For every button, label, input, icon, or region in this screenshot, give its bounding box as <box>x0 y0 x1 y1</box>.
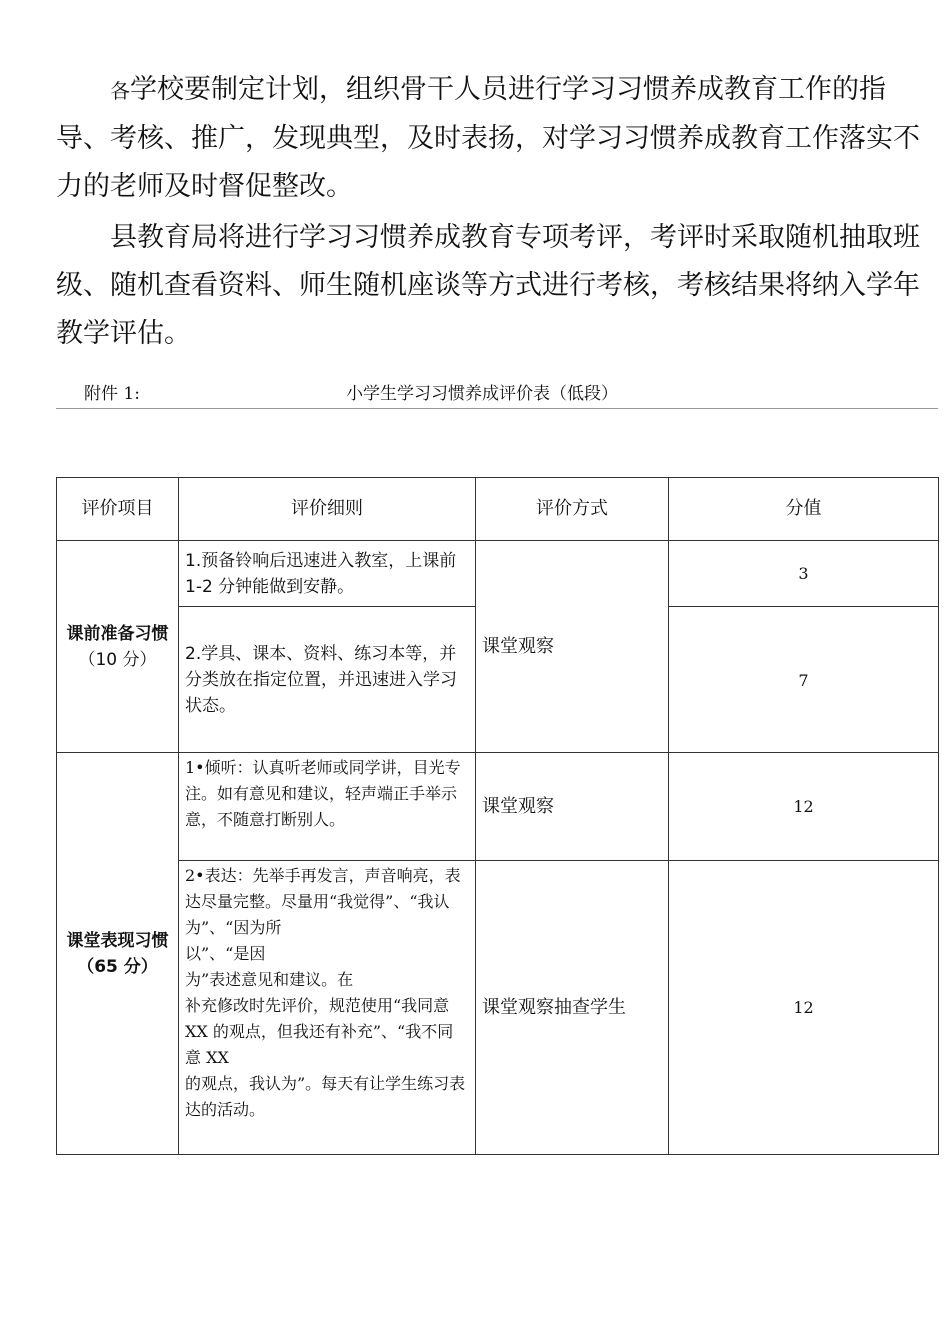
score-value: 3 <box>669 541 939 607</box>
table-header-row <box>57 478 939 541</box>
rule-text: 1•倾听：认真听老师或同学讲，目光专注。如有意见和建议，轻声端正手举示意，不随意打断别人。 <box>179 753 476 861</box>
header-item: 评价项目 <box>57 478 179 541</box>
category-preparation <box>57 541 179 753</box>
rule-line: 的观点，我认为”。每天有让学生练习表达的活动。 <box>185 1074 466 1119</box>
paragraph-2: 县教育局将进行学习习惯养成教育专项考评，考评时采取随机抽取班级、随机查看资料、师生随机座谈等方式进行考核，考核结果将纳入学年教学评估。 <box>56 222 920 349</box>
method-text: 课堂观察 <box>476 541 669 753</box>
rule-line: 补充修改时先评价，规范使用“我同意 XX 的观点，但我还有补充”、“我不同意 XX <box>185 996 454 1067</box>
category-preparation-points: （10 分） <box>78 649 157 670</box>
score-value: 7 <box>669 607 939 753</box>
attachment-title: 小学生学习习惯养成评价表（低段） <box>346 384 618 404</box>
attachment-label: 附件 1: <box>84 384 140 404</box>
rule-text: 1.预备铃响后迅速进入教室，上课前 1-2 分钟能做到安静。 <box>179 541 476 607</box>
header-score: 分值 <box>669 478 939 541</box>
paragraph-1-first-char: 各 <box>110 79 130 103</box>
paragraph-1-text: 学校要制定计划，组织骨干人员进行学习习惯养成教育工作的指导、考核、推广，发现典型，及时表扬，对学习习惯养成教育工作落实不力的老师及时督促整改。 <box>56 74 920 202</box>
header-rules: 评价细则 <box>179 478 476 541</box>
category-preparation-name: 课前准备习惯 <box>66 623 169 644</box>
table-row <box>57 861 939 1155</box>
attachment-header <box>56 376 938 409</box>
method-text: 课堂观察抽查学生 <box>476 861 669 1155</box>
rule-line: 为”、“因为所 <box>185 918 282 937</box>
rule-text: 2.学具、课本、资料、练习本等，并分类放在指定位置，并迅速进入学习状态。 <box>179 607 476 753</box>
score-value: 12 <box>669 861 939 1155</box>
method-text: 课堂观察 <box>476 753 669 861</box>
evaluation-table <box>56 477 939 1155</box>
score-value: 12 <box>669 753 939 861</box>
table-row <box>57 753 939 861</box>
rule-line: 为”表述意见和建议。在 <box>185 970 354 989</box>
table-row <box>57 541 939 607</box>
rule-text <box>179 861 476 1155</box>
rule-line: 以”、“是因 <box>185 944 266 963</box>
header-method: 评价方式 <box>476 478 669 541</box>
rule-line: 2•表达：先举手再发言，声音响亮，表达尽量完整。尽量用“我觉得”、“我认 <box>185 866 461 911</box>
category-performance: 课堂表现习惯（65 分） <box>57 753 179 1155</box>
paragraph-1 <box>56 66 936 211</box>
